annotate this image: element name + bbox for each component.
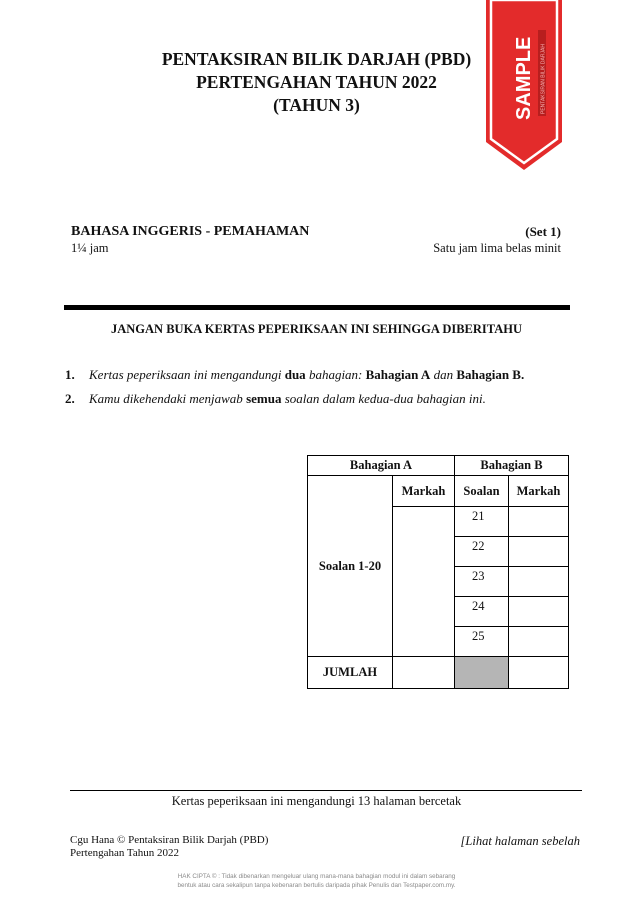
- sample-badge-text: SAMPLE: [513, 36, 535, 120]
- header-title-line2: PERTENGAHAN TAHUN 2022: [196, 72, 437, 92]
- instruction-1: [65, 367, 524, 383]
- duration: 1¼ jam: [71, 241, 109, 255]
- instruction-2: [65, 391, 486, 407]
- instruction-text: soalan dalam kedua-dua bahagian ini.: [281, 391, 486, 406]
- question-number-cell: 24: [455, 597, 509, 627]
- instruction-emph: Bahagian A: [365, 367, 431, 382]
- total-markah-a-cell: [393, 657, 455, 689]
- warning-text: JANGAN BUKA KERTAS PEPERIKSAAN INI SEHINGGA DIBERITAHU: [111, 322, 522, 336]
- instruction-number: 2.: [65, 391, 75, 406]
- markah-a-header: Markah: [393, 476, 455, 507]
- section-b-header: Bahagian B: [455, 456, 569, 476]
- subject-name: BAHASA INGGERIS - PEMAHAMAN: [71, 224, 310, 239]
- header-title-line1: PENTAKSIRAN BILIK DARJAH (PBD): [161, 49, 472, 69]
- markah-b-cell: [509, 537, 569, 567]
- duration-text: Satu jam lima belas minit: [433, 241, 561, 255]
- section-a-header: Bahagian A: [308, 456, 455, 476]
- question-number-cell: 22: [455, 537, 509, 567]
- total-markah-b-cell: [509, 657, 569, 689]
- question-number-cell: 25: [455, 627, 509, 657]
- instruction-text: dan: [430, 367, 457, 382]
- question-number-cell: 23: [455, 567, 509, 597]
- markah-b-cell: [509, 567, 569, 597]
- markah-b-header: Markah: [509, 476, 569, 507]
- soalan-range-cell: Soalan 1-20: [308, 476, 393, 657]
- instruction-text: Kertas peperiksaan ini mengandungi: [89, 367, 285, 382]
- author-line1: Cgu Hana © Pentaksiran Bilik Darjah (PBD): [70, 834, 269, 846]
- copyright-line2: bentuk atau cara sekalipun tanpa kebenaran bertulis daripada pihak Penulis dan Testpaper.com.my.: [177, 882, 456, 889]
- header-title-line3: (TAHUN 3): [273, 95, 360, 115]
- copyright-line1: HAK CIPTA © : Tidak dibenarkan mengeluar ulang mana-mana bahagian modul ini dalam sebarang: [177, 873, 456, 880]
- total-label-cell: JUMLAH: [308, 657, 393, 689]
- total-shaded-cell: [455, 657, 509, 689]
- soalan-header: Soalan: [455, 476, 509, 507]
- markah-b-cell: [509, 627, 569, 657]
- markah-a-cell: [393, 507, 455, 657]
- question-number-cell: 21: [455, 507, 509, 537]
- marks-table: [307, 455, 569, 689]
- instruction-emph: semua: [246, 391, 282, 406]
- instruction-text: bahagian:: [305, 367, 366, 382]
- set-label: (Set 1): [525, 224, 561, 239]
- divider-thick: [64, 305, 570, 310]
- instruction-number: 1.: [65, 367, 75, 382]
- ribbon-vertical-text: PENTAKSIRAN BILIK DARJAH: [540, 44, 547, 114]
- author-info: [70, 834, 268, 860]
- instruction-text: Kamu dikehendaki menjawab: [89, 391, 247, 406]
- markah-b-cell: [509, 507, 569, 537]
- markah-b-cell: [509, 597, 569, 627]
- footer-divider: [70, 790, 582, 791]
- instruction-emph: Bahagian B.: [456, 367, 525, 382]
- next-page-note: [Lihat halaman sebelah: [460, 834, 580, 848]
- page-count-text: Kertas peperiksaan ini mengandungi 13 halaman bercetak: [171, 794, 462, 808]
- instruction-emph: dua: [284, 367, 306, 382]
- author-line2: Pertengahan Tahun 2022: [70, 847, 180, 859]
- sample-ribbon-badge: [486, 0, 562, 170]
- copyright-notice: [0, 872, 633, 890]
